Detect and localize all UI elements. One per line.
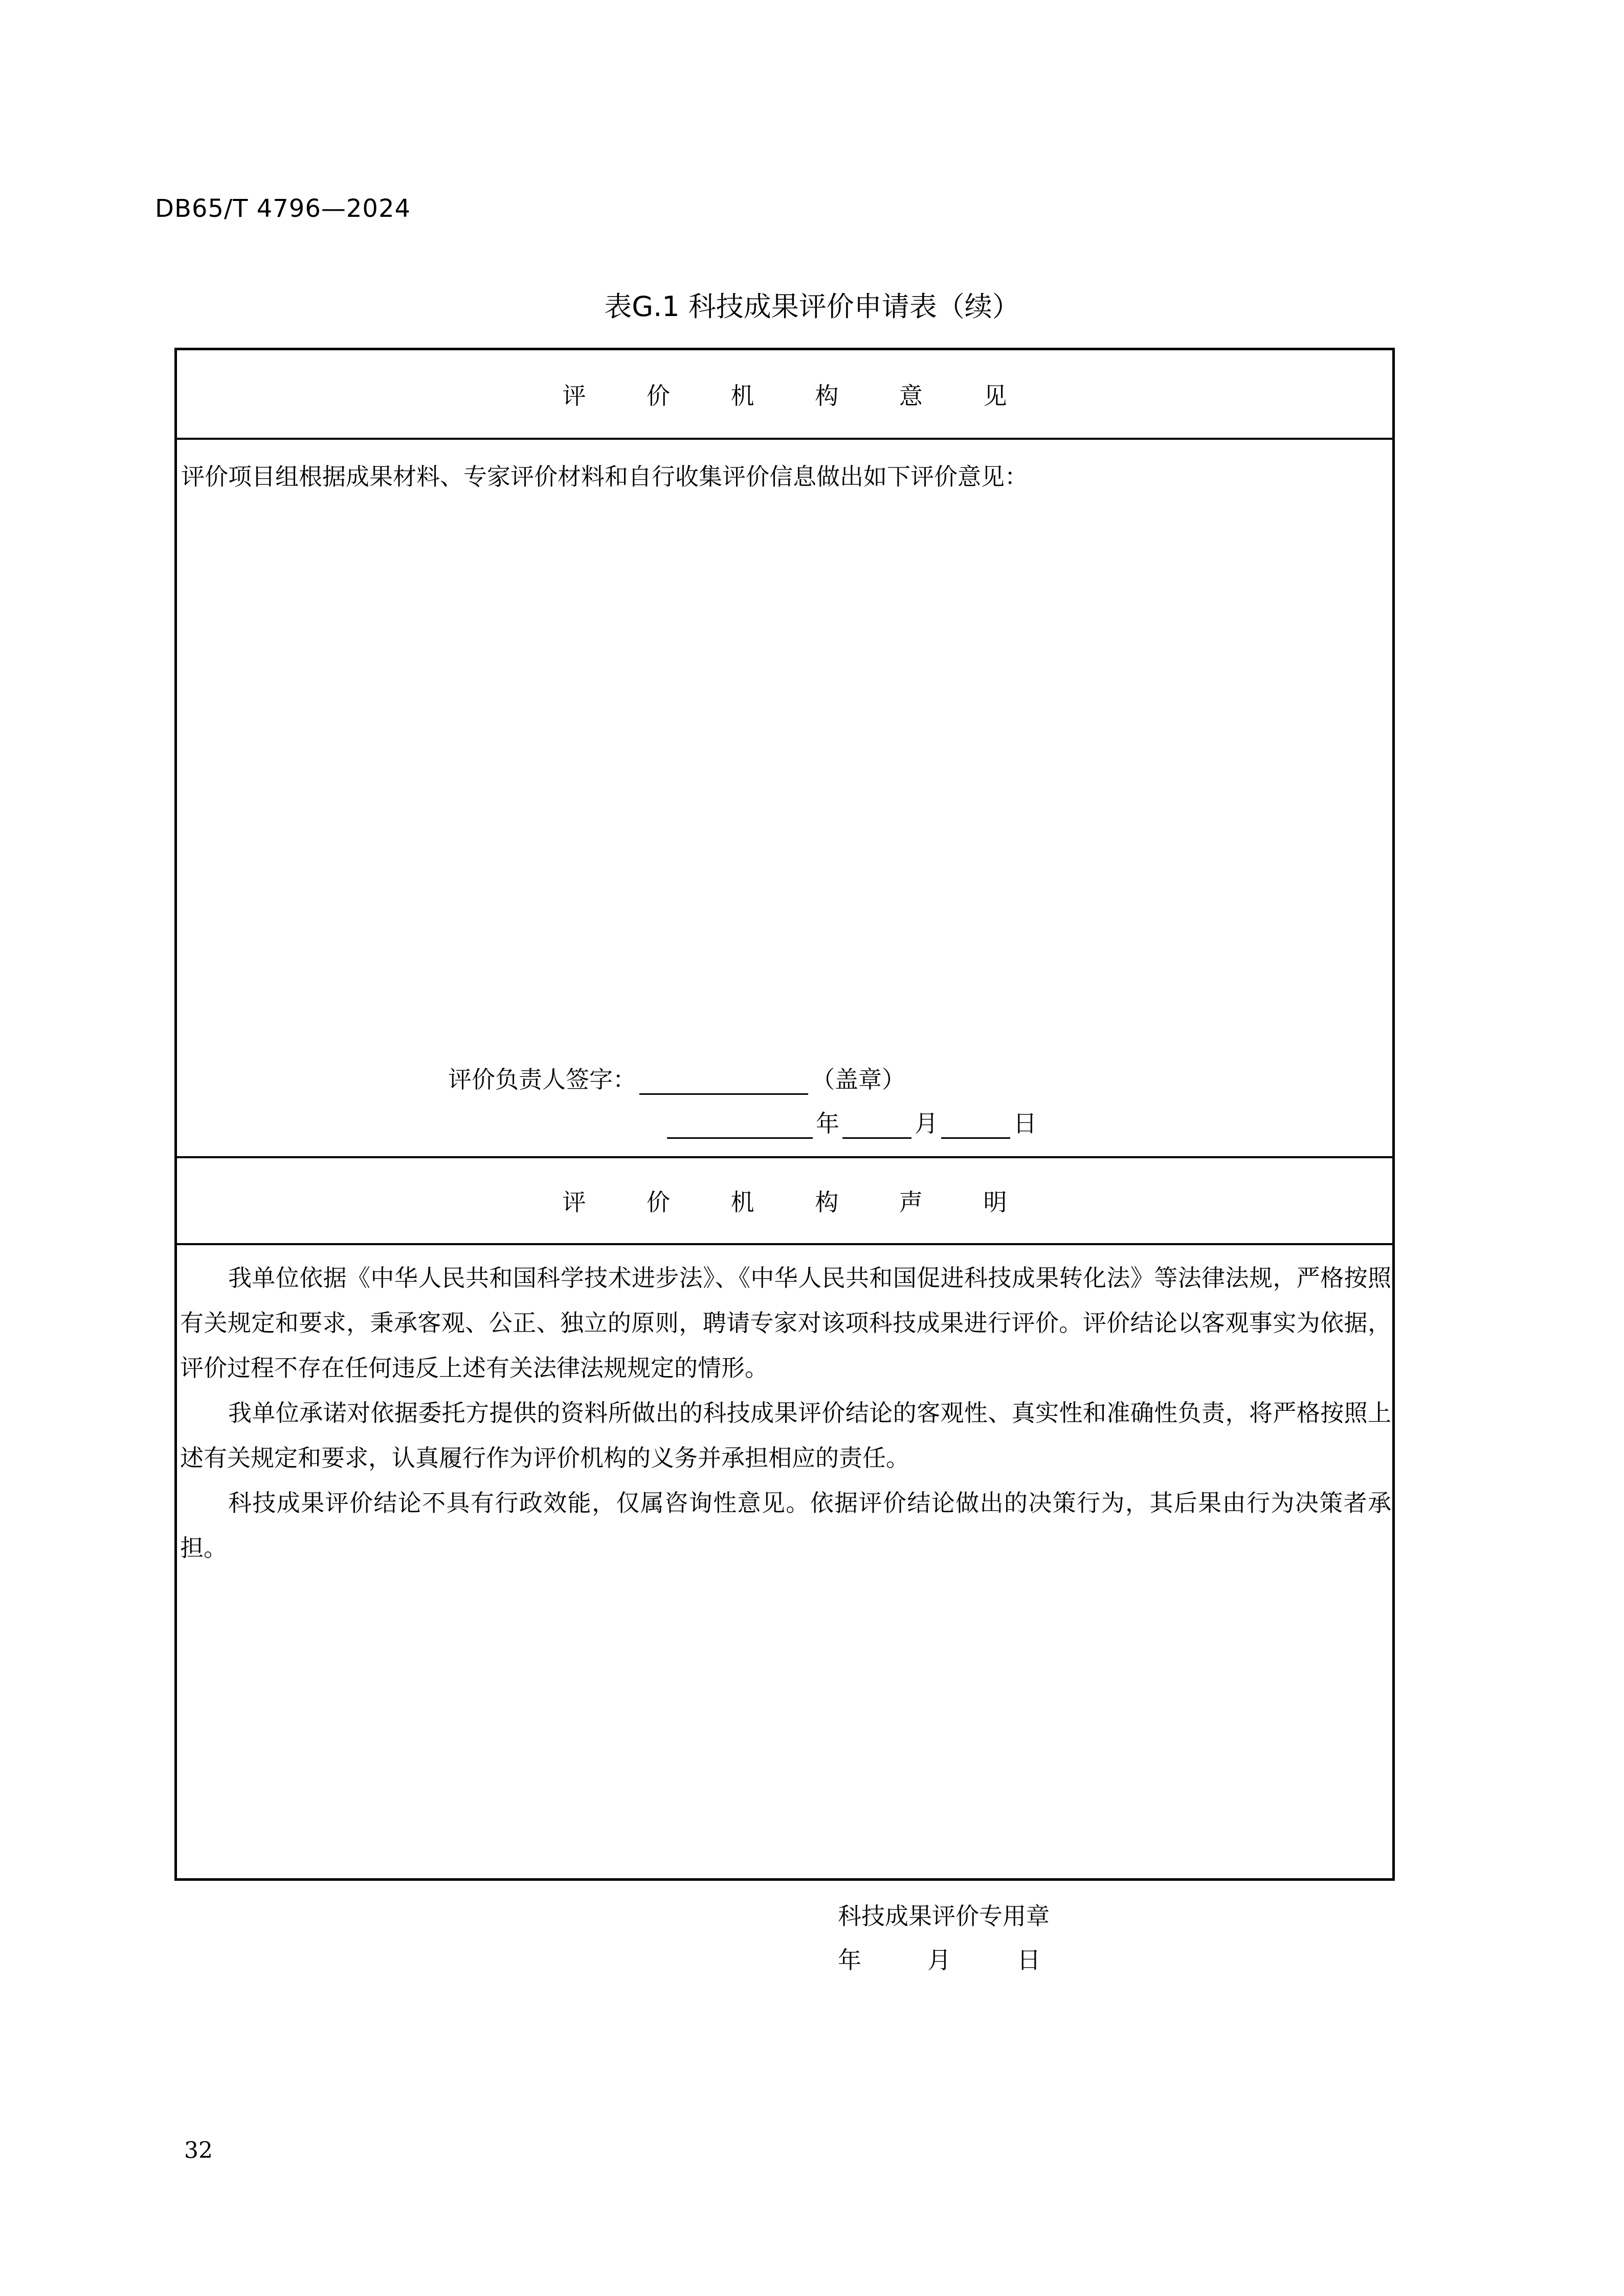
opinion-body (177, 440, 1392, 1158)
table-title: 表G.1 科技成果评价申请表（续） (604, 290, 1020, 323)
declaration-heading: 评 价 机 构 声 明 (562, 1188, 1034, 1216)
year-label: 年 (816, 1110, 839, 1137)
declaration-text (180, 1255, 1391, 1570)
month-blank[interactable] (842, 1114, 911, 1139)
declaration-paragraph: 我单位承诺对依据委托方提供的资料所做出的科技成果评价结论的客观性、真实性和准确性负责，将严格按照上述有关规定和要求，认真履行作为评价机构的义务并承担相应的责任。 (180, 1399, 1391, 1472)
standard-code: DB65/T 4796—2024 (155, 194, 411, 223)
day-label: 日 (1013, 1110, 1037, 1137)
seal-month-label: 月 (927, 1946, 951, 1974)
evaluation-form-table (174, 348, 1395, 1974)
day-blank[interactable] (941, 1114, 1010, 1139)
opinion-date-line (667, 1105, 1037, 1139)
month-label: 月 (915, 1110, 938, 1137)
year-blank[interactable] (667, 1114, 813, 1139)
opinion-heading-row (177, 350, 1392, 440)
declaration-body (177, 1245, 1392, 1974)
signature-line (448, 1061, 905, 1095)
signature-label: 评价负责人签字： (448, 1066, 636, 1093)
declaration-paragraph: 我单位依据《中华人民共和国科学技术进步法》、《中华人民共和国促进科技成果转化法》等法律法规，严格按照有关规定和要求，秉承客观、公正、独立的原则，聘请专家对该项科技成果进行评价。评价结论以客观事实为依据，评价过程不存在任何违反上述有关法律法规规定的情形。 (180, 1264, 1391, 1382)
opinion-heading: 评 价 机 构 意 见 (562, 381, 1034, 410)
seal-day-label: 日 (1017, 1946, 1041, 1974)
seal-note: （盖章） (811, 1066, 905, 1093)
signature-blank[interactable] (639, 1070, 808, 1095)
declaration-heading-row (177, 1158, 1392, 1245)
seal-date-line (838, 1942, 1041, 1975)
seal-year-label: 年 (838, 1946, 861, 1974)
seal-label: 科技成果评价专用章 (838, 1902, 1050, 1930)
page-number: 32 (184, 2137, 213, 2164)
opinion-intro-text: 评价项目组根据成果材料、专家评价材料和自行收集评价信息做出如下评价意见： (181, 463, 1028, 490)
declaration-paragraph: 科技成果评价结论不具有行政效能，仅属咨询性意见。依据评价结论做出的决策行为，其后果由行为决策者承担。 (180, 1489, 1391, 1562)
